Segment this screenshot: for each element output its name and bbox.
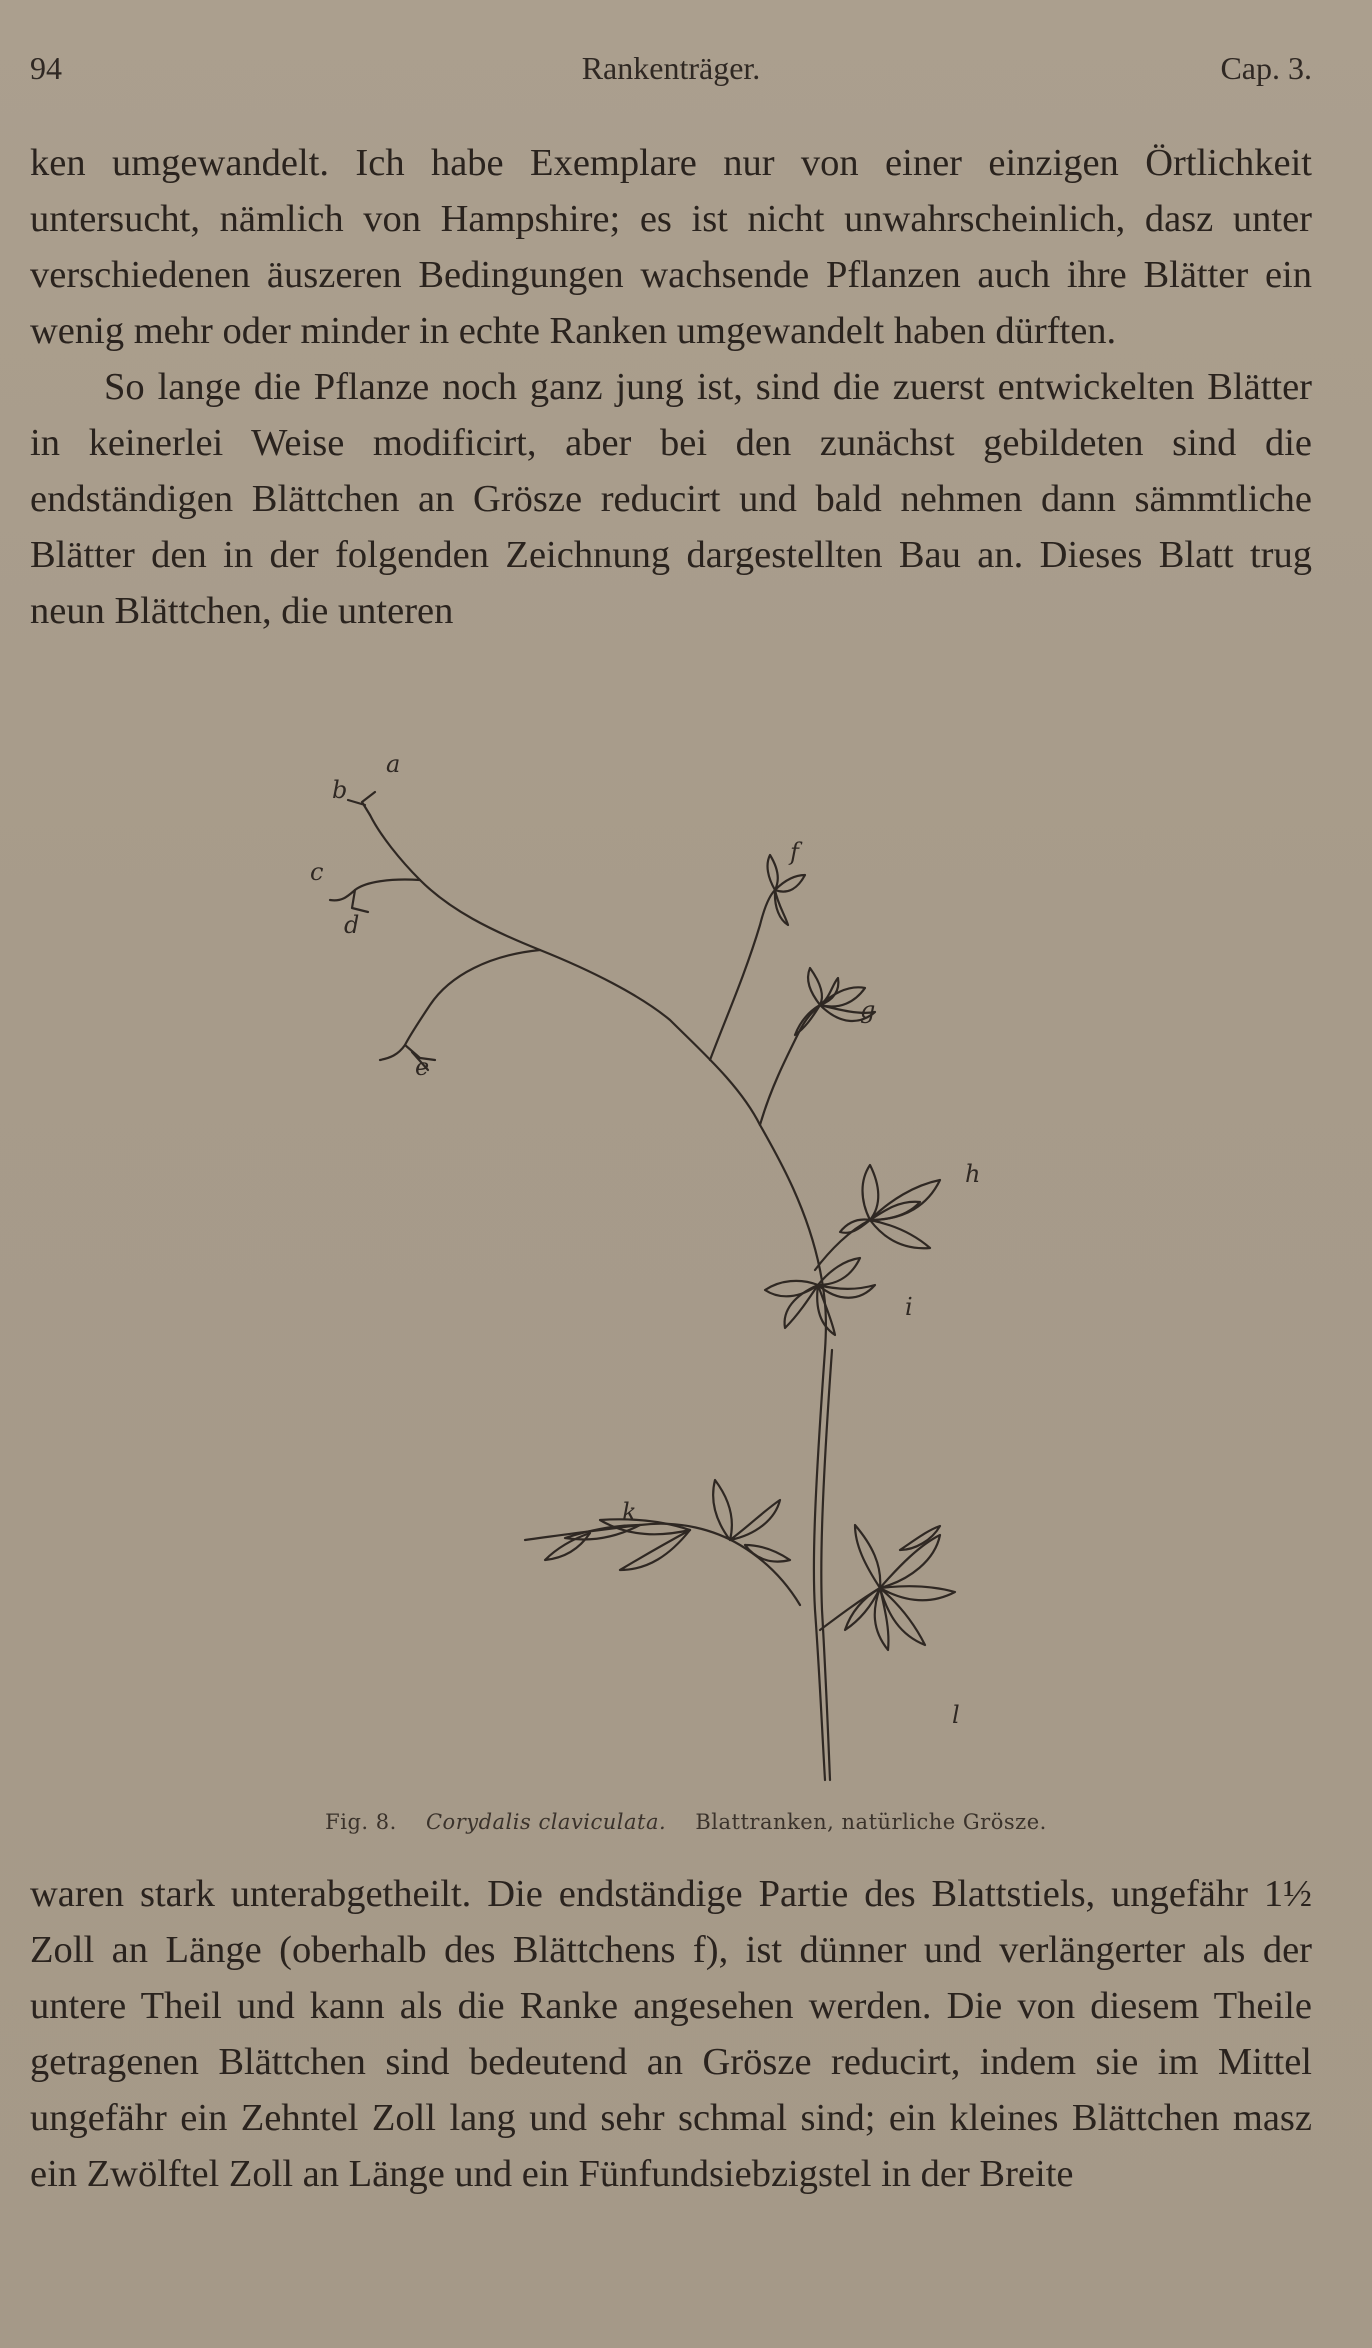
label-k: k — [622, 1498, 637, 1526]
page-header — [30, 50, 1312, 98]
page-number: 94 — [30, 50, 62, 86]
label-a: a — [386, 750, 401, 778]
paragraph-continued: ken umgewandelt. Ich habe Exemplare nur von einer einzigen Örtlichkeit untersucht, nämlich von Hampshire; es ist nicht unwahrscheinlich, dasz unter verschiedenen äuszeren Bedingungen wachsende Pflanzen auch ihre Blätter ein wenig mehr oder minder in echte Ranken umgewandelt haben dürften. — [30, 142, 1312, 352]
label-g: g — [860, 996, 876, 1024]
paragraph-continued: waren stark unterabgetheilt. Die endständige Partie des Blattstiels, ungefähr 1½ Zoll an Länge (oberhalb des Blättchens f), ist dünner und verlängerter als der untere Theil und kann als die Ranke angesehen werden. Die von diesem Theile getragenen Blättchen sind bedeutend an Grösze reducirt, indem sie im Mittel ungefähr ein Zehntel Zoll lang und sehr schmal sind; ein kleines Blättchen masz ein Zwölftel Zoll an Länge und ein Fünfundsiebzigstel in der Breite — [30, 1873, 1312, 2195]
label-d: d — [344, 911, 360, 939]
corydalis-leaf-drawing — [260, 730, 1120, 1800]
figure-illustration — [260, 730, 1120, 1800]
label-i: i — [905, 1293, 913, 1321]
label-b: b — [332, 776, 348, 804]
text-block-bottom — [30, 1866, 1312, 2202]
caption-text: Blattranken, natürliche Grösze. — [695, 1810, 1047, 1834]
running-title: Rankenträger. — [581, 50, 761, 86]
chapter-label: Cap. 3. — [1220, 50, 1312, 86]
label-h: h — [965, 1160, 981, 1188]
label-f: f — [790, 838, 799, 866]
caption-species: Corydalis claviculata. — [425, 1810, 667, 1834]
caption-figure-number: Fig. 8. — [325, 1810, 397, 1834]
paragraph: So lange die Pflanze noch ganz jung ist, sind die zuerst entwickelten Blätter in keinerlei Weise modificirt, aber bei den zunächst gebildeten sind die endständigen Blättchen an Grösze reducirt und bald nehmen dann sämmtliche Blätter den in der folgenden Zeichnung dargestellten Bau an. Dieses Blatt trug neun Blättchen, die unteren — [30, 366, 1312, 632]
label-e: e — [415, 1053, 430, 1081]
figure-caption — [0, 1810, 1372, 1834]
text-block-top — [30, 135, 1312, 639]
label-c: c — [310, 858, 324, 886]
label-l: l — [952, 1701, 960, 1729]
